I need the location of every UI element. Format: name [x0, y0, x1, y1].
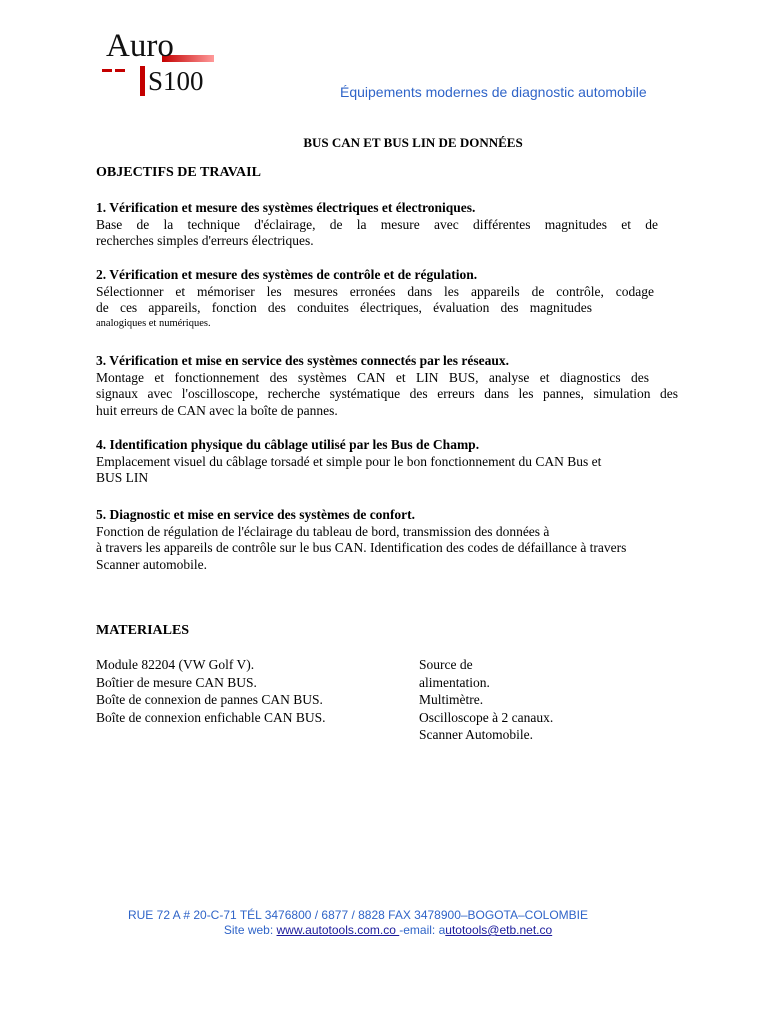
section-line: signaux avec l'oscilloscope, recherche systématique des erreurs dans les pannes, simulation des	[96, 386, 678, 401]
material-item: Oscilloscope à 2 canaux.	[419, 709, 554, 725]
section-line: à travers les appareils de contrôle sur le bus CAN. Identification des codes de défaillance à travers	[96, 540, 627, 555]
material-item: Source de	[419, 657, 473, 672]
materials-heading: MATERIALES	[96, 623, 190, 638]
section-line: analogiques et numériques.	[96, 317, 211, 329]
section-heading: 3. Vérification et mise en service des systèmes connectés par les réseaux.	[96, 353, 510, 368]
material-item: Scanner Automobile.	[419, 727, 533, 742]
section-heading: 1. Vérification et mesure des systèmes électriques et électroniques.	[96, 200, 476, 215]
material-item: Boîte de connexion de pannes CAN BUS.	[96, 692, 323, 707]
section-heading: 2. Vérification et mesure des systèmes de contrôle et de régulation.	[96, 267, 478, 282]
section-line: huit erreurs de CAN avec la boîte de pannes.	[96, 402, 338, 418]
objective-section-4	[96, 437, 658, 487]
document-title: BUS CAN ET BUS LIN DE DONNÉES	[303, 135, 523, 150]
website-link[interactable]: www.autotools.com.co	[276, 923, 400, 937]
email-label: -email:	[399, 923, 439, 937]
materials-list-right	[419, 656, 553, 744]
section-line: Sélectionner et mémoriser les mesures erronées dans les appareils de contrôle, codage	[96, 283, 654, 299]
page-footer	[0, 908, 716, 938]
section-heading: 5. Diagnostic et mise en service des systèmes de confort.	[96, 507, 416, 522]
section-heading: 4. Identification physique du câblage utilisé par les Bus de Champ.	[96, 437, 480, 452]
material-item: alimentation.	[419, 674, 490, 690]
email-link[interactable]: utotools@etb.net.co	[445, 923, 553, 937]
materials-list-left	[96, 656, 325, 726]
section-line: Montage et fonctionnement des systèmes CAN et LIN BUS, analyse et diagnostics des	[96, 369, 649, 385]
company-logo	[100, 28, 240, 108]
section-line: recherches simples d'erreurs électriques.	[96, 233, 314, 248]
material-item: Boîte de connexion enfichable CAN BUS.	[96, 709, 326, 725]
logo-text-top: Auro	[106, 28, 174, 64]
section-line: BUS LIN	[96, 470, 149, 485]
material-item: Module 82204 (VW Golf V).	[96, 657, 255, 672]
section-line: Base de la technique d'éclairage, de la mesure avec différentes magnitudes et de	[96, 216, 658, 232]
section-line: Fonction de régulation de l'éclairage du tableau de bord, transmission des données à	[96, 523, 550, 539]
section-line: Emplacement visuel du câblage torsadé et simple pour le bon fonctionnement du CAN Bus et	[96, 453, 602, 469]
material-item: Multimètre.	[419, 692, 484, 707]
objective-section-5	[96, 507, 686, 573]
email-prefix: a	[438, 923, 446, 937]
site-label: Site web:	[223, 923, 277, 937]
logo-red-stem	[140, 66, 145, 96]
footer-address: RUE 72 A # 20-C-71 TÉL 3476800 / 6877 / 8828 FAX 3478900–BOGOTA–COLOMBIE	[127, 908, 589, 922]
material-item: Boîtier de mesure CAN BUS.	[96, 674, 257, 690]
objective-section-1	[96, 200, 658, 250]
logo-red-dash	[102, 69, 112, 72]
objectives-heading: OBJECTIFS DE TRAVAIL	[96, 165, 261, 180]
company-tagline: Équipements modernes de diagnostic automobile	[340, 84, 647, 100]
logo-red-dash	[115, 69, 125, 72]
objective-section-3	[96, 353, 678, 419]
section-line: Scanner automobile.	[96, 556, 207, 572]
footer-contact	[0, 923, 716, 938]
logo-text-bottom: S100	[148, 66, 204, 96]
section-line: de ces appareils, fonction des conduites électriques, évaluation des magnitudes	[96, 300, 592, 315]
objective-section-2	[96, 267, 654, 331]
